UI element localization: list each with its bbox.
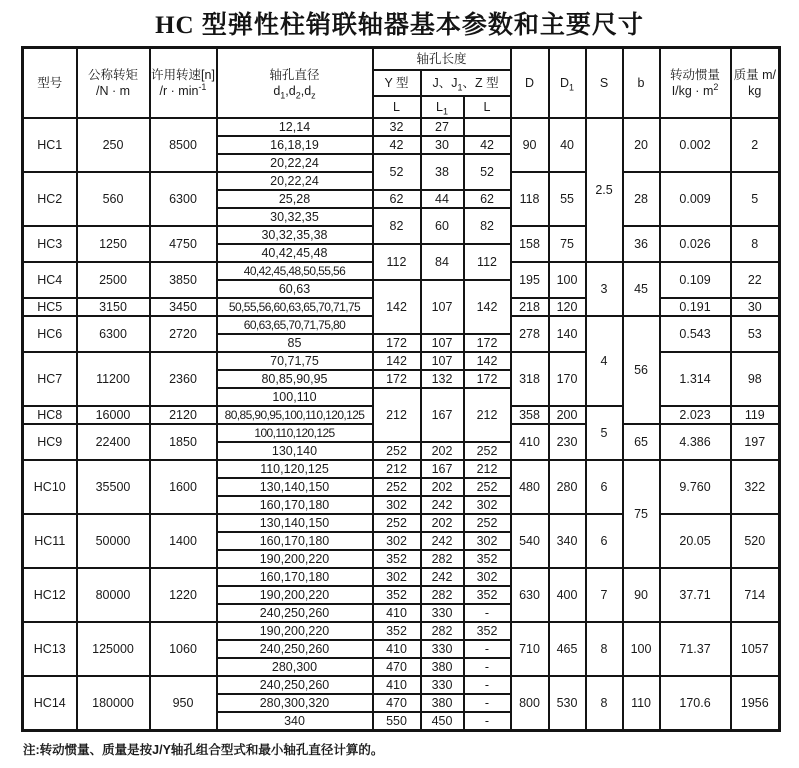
table-row bbox=[23, 514, 780, 532]
table-row bbox=[23, 352, 780, 370]
table-cell: 28 bbox=[623, 172, 660, 226]
table-cell: 6 bbox=[586, 460, 623, 514]
table-cell: 25,28 bbox=[217, 190, 373, 208]
table-cell: 550 bbox=[373, 712, 421, 731]
table-cell: 410 bbox=[373, 676, 421, 694]
table-cell: HC10 bbox=[23, 460, 77, 514]
table-cell: 212 bbox=[464, 460, 511, 478]
table-cell: 3 bbox=[586, 262, 623, 316]
table-cell: 330 bbox=[421, 676, 464, 694]
table-cell: 85 bbox=[217, 334, 373, 352]
table-cell: 62 bbox=[373, 190, 421, 208]
table-cell: 60 bbox=[421, 208, 464, 244]
table-cell: 1250 bbox=[77, 226, 150, 262]
table-cell: 52 bbox=[464, 154, 511, 190]
table-cell: 358 bbox=[511, 406, 549, 424]
table-cell: 60,63,65,70,71,75,80 bbox=[217, 316, 373, 334]
table-cell: 1600 bbox=[150, 460, 217, 514]
col-header-bore-length-group: 轴孔长度 bbox=[373, 48, 511, 71]
table-cell: 107 bbox=[421, 352, 464, 370]
table-cell: 160,170,180 bbox=[217, 568, 373, 586]
table-cell: 280,300 bbox=[217, 658, 373, 676]
table-cell: 252 bbox=[464, 442, 511, 460]
table-cell: 3850 bbox=[150, 262, 217, 298]
table-cell: 172 bbox=[373, 334, 421, 352]
table-cell: 540 bbox=[511, 514, 549, 568]
table-cell: 200 bbox=[549, 406, 586, 424]
table-cell: 530 bbox=[549, 676, 586, 731]
table-cell: 230 bbox=[549, 424, 586, 460]
table-cell: 400 bbox=[549, 568, 586, 622]
table-cell: 252 bbox=[464, 514, 511, 532]
table-cell: 302 bbox=[373, 496, 421, 514]
table-cell: 252 bbox=[373, 478, 421, 496]
table-cell: - bbox=[464, 658, 511, 676]
table-cell: 202 bbox=[421, 478, 464, 496]
table-cell: 65 bbox=[623, 424, 660, 460]
table-cell: HC14 bbox=[23, 676, 77, 731]
table-cell: 2 bbox=[731, 118, 780, 172]
table-cell: 132 bbox=[421, 370, 464, 388]
table-cell: 125000 bbox=[77, 622, 150, 676]
table-cell: 7 bbox=[586, 568, 623, 622]
table-cell: 242 bbox=[421, 568, 464, 586]
table-cell: 470 bbox=[373, 694, 421, 712]
table-cell: 82 bbox=[373, 208, 421, 244]
col-header-inertia: 转动惯量 $I/kg \cdot m^2$ bbox=[660, 48, 731, 119]
table-cell: 190,200,220 bbox=[217, 550, 373, 568]
col-header-speed: 许用转速[n] $/r \cdot \min^{-1}$ bbox=[150, 48, 217, 119]
table-cell: HC1 bbox=[23, 118, 77, 172]
table-cell: 110 bbox=[623, 676, 660, 731]
table-cell: 202 bbox=[421, 442, 464, 460]
table-cell: 170.6 bbox=[660, 676, 731, 731]
table-cell: 352 bbox=[464, 622, 511, 640]
table-row bbox=[23, 676, 780, 694]
table-cell: 340 bbox=[549, 514, 586, 568]
table-cell: 82 bbox=[464, 208, 511, 244]
table-cell: 2.5 bbox=[586, 118, 623, 262]
table-cell: 120 bbox=[549, 298, 586, 316]
table-cell: 11200 bbox=[77, 352, 150, 406]
table-cell: 16,18,19 bbox=[217, 136, 373, 154]
table-cell: 112 bbox=[464, 244, 511, 280]
table-cell: 465 bbox=[549, 622, 586, 676]
table-cell: 119 bbox=[731, 406, 780, 424]
table-cell: 71.37 bbox=[660, 622, 731, 676]
table-cell: 1956 bbox=[731, 676, 780, 731]
table-cell: HC3 bbox=[23, 226, 77, 262]
col-header-jz-type: J、$J_1$、Z 型 bbox=[421, 70, 511, 96]
table-cell: 142 bbox=[373, 280, 421, 334]
table-cell: 5 bbox=[586, 406, 623, 460]
table-cell: 950 bbox=[150, 676, 217, 731]
table-cell: 80,85,90,95 bbox=[217, 370, 373, 388]
table-cell: 278 bbox=[511, 316, 549, 352]
table-cell: 6300 bbox=[77, 316, 150, 352]
table-cell: 302 bbox=[464, 496, 511, 514]
table-cell: 352 bbox=[373, 622, 421, 640]
table-row bbox=[23, 460, 780, 478]
table-cell: 56 bbox=[623, 316, 660, 424]
table-cell: 252 bbox=[373, 442, 421, 460]
table-cell: 172 bbox=[464, 370, 511, 388]
table-cell: 38 bbox=[421, 154, 464, 190]
table-cell: 1400 bbox=[150, 514, 217, 568]
table-cell: 190,200,220 bbox=[217, 586, 373, 604]
table-cell: 130,140,150 bbox=[217, 478, 373, 496]
coupling-spec-table bbox=[21, 46, 781, 732]
table-cell: 202 bbox=[421, 514, 464, 532]
table-cell: 190,200,220 bbox=[217, 622, 373, 640]
table-cell: 75 bbox=[623, 460, 660, 568]
diameter-symbols: $d_1,d_2,d_z$ bbox=[273, 84, 316, 101]
table-cell: 142 bbox=[464, 280, 511, 334]
table-cell: 160,170,180 bbox=[217, 496, 373, 514]
table-cell: 800 bbox=[511, 676, 549, 731]
table-cell: HC4 bbox=[23, 262, 77, 298]
table-cell: 3150 bbox=[77, 298, 150, 316]
table-row bbox=[23, 568, 780, 586]
table-cell: 252 bbox=[464, 478, 511, 496]
table-cell: 40 bbox=[549, 118, 586, 172]
table-cell: 9.760 bbox=[660, 460, 731, 514]
table-cell: 12,14 bbox=[217, 118, 373, 136]
table-cell: 282 bbox=[421, 622, 464, 640]
table-cell: 410 bbox=[511, 424, 549, 460]
table-cell: 242 bbox=[421, 532, 464, 550]
table-cell: 4 bbox=[586, 316, 623, 406]
table-cell: 107 bbox=[421, 334, 464, 352]
page-title: HC 型弹性柱销联轴器基本参数和主要尺寸 bbox=[155, 12, 644, 39]
table-cell: 302 bbox=[464, 568, 511, 586]
table-cell: 340 bbox=[217, 712, 373, 731]
table-cell: 330 bbox=[421, 640, 464, 658]
table-cell: 282 bbox=[421, 550, 464, 568]
table-cell: 172 bbox=[464, 334, 511, 352]
table-cell: 282 bbox=[421, 586, 464, 604]
table-row bbox=[23, 622, 780, 640]
table-cell: 1850 bbox=[150, 424, 217, 460]
col-header-bore-diameter: 轴孔直径 $d_1,d_2,d_z$ bbox=[217, 48, 373, 119]
table-cell: 110,120,125 bbox=[217, 460, 373, 478]
table-body bbox=[23, 118, 780, 731]
table-cell: 302 bbox=[373, 532, 421, 550]
table-cell: 218 bbox=[511, 298, 549, 316]
col-header-mass: 质量 m/ kg bbox=[731, 48, 780, 119]
table-cell: 8500 bbox=[150, 118, 217, 172]
table-cell: 4.386 bbox=[660, 424, 731, 460]
table-cell: 242 bbox=[421, 496, 464, 514]
table-cell: 170 bbox=[549, 352, 586, 406]
table-cell: 352 bbox=[373, 550, 421, 568]
table-cell: 240,250,260 bbox=[217, 604, 373, 622]
table-cell: HC11 bbox=[23, 514, 77, 568]
table-cell: 30,32,35 bbox=[217, 208, 373, 226]
table-cell: 80,85,90,95,100,110,120,125 bbox=[217, 406, 373, 424]
table-cell: 6300 bbox=[150, 172, 217, 226]
table-cell: 40,42,45,48 bbox=[217, 244, 373, 262]
table-cell: 40,42,45,48,50,55,56 bbox=[217, 262, 373, 280]
table-cell: 8 bbox=[586, 622, 623, 676]
table-cell: 62 bbox=[464, 190, 511, 208]
table-cell: 20,22,24 bbox=[217, 154, 373, 172]
table-cell: 212 bbox=[373, 388, 421, 442]
col-header-b: b bbox=[623, 48, 660, 119]
table-cell: HC7 bbox=[23, 352, 77, 406]
table-cell: 280 bbox=[549, 460, 586, 514]
table-cell: 8 bbox=[731, 226, 780, 262]
table-cell: - bbox=[464, 640, 511, 658]
table-cell: 630 bbox=[511, 568, 549, 622]
table-cell: 90 bbox=[511, 118, 549, 172]
table-cell: 3450 bbox=[150, 298, 217, 316]
table-cell: 0.109 bbox=[660, 262, 731, 298]
table-cell: 480 bbox=[511, 460, 549, 514]
table-cell: 30 bbox=[731, 298, 780, 316]
table-cell: 35500 bbox=[77, 460, 150, 514]
table-cell: 30 bbox=[421, 136, 464, 154]
table-cell: 195 bbox=[511, 262, 549, 298]
table-cell: 410 bbox=[373, 640, 421, 658]
table-cell: 130,140,150 bbox=[217, 514, 373, 532]
table-cell: 160,170,180 bbox=[217, 532, 373, 550]
table-cell: 20 bbox=[623, 118, 660, 172]
table-cell: 70,71,75 bbox=[217, 352, 373, 370]
table-cell: 180000 bbox=[77, 676, 150, 731]
table-cell: 1220 bbox=[150, 568, 217, 622]
table-cell: 2120 bbox=[150, 406, 217, 424]
table-cell: 1.314 bbox=[660, 352, 731, 406]
table-cell: 322 bbox=[731, 460, 780, 514]
table-cell: 80000 bbox=[77, 568, 150, 622]
table-cell: 0.191 bbox=[660, 298, 731, 316]
table-cell: 470 bbox=[373, 658, 421, 676]
table-cell: 52 bbox=[373, 154, 421, 190]
table-cell: 158 bbox=[511, 226, 549, 262]
table-cell: 22 bbox=[731, 262, 780, 298]
table-cell: 0.543 bbox=[660, 316, 731, 352]
table-cell: 16000 bbox=[77, 406, 150, 424]
table-cell: 450 bbox=[421, 712, 464, 731]
table-cell: 380 bbox=[421, 694, 464, 712]
table-cell: 1060 bbox=[150, 622, 217, 676]
table-cell: 1057 bbox=[731, 622, 780, 676]
footnote: 注:转动惯量、质量是按J/Y轴孔组合型式和最小轴孔直径计算的。 bbox=[23, 743, 384, 757]
table-cell: - bbox=[464, 694, 511, 712]
table-cell: 100,110,120,125 bbox=[217, 424, 373, 442]
table-cell: 53 bbox=[731, 316, 780, 352]
col-header-D: D bbox=[511, 48, 549, 119]
table-cell: HC12 bbox=[23, 568, 77, 622]
table-cell: 240,250,260 bbox=[217, 676, 373, 694]
table-cell: 60,63 bbox=[217, 280, 373, 298]
table-cell: 212 bbox=[464, 388, 511, 442]
table-cell: 32 bbox=[373, 118, 421, 136]
table-cell: 252 bbox=[373, 514, 421, 532]
table-cell: 50000 bbox=[77, 514, 150, 568]
table-cell: - bbox=[464, 604, 511, 622]
table-cell: 100 bbox=[623, 622, 660, 676]
col-header-model: 型号 bbox=[23, 48, 77, 119]
table-cell: 0.026 bbox=[660, 226, 731, 262]
table-cell: 5 bbox=[731, 172, 780, 226]
table-cell: 42 bbox=[373, 136, 421, 154]
table-cell: 2.023 bbox=[660, 406, 731, 424]
table-cell: 2720 bbox=[150, 316, 217, 352]
table-cell bbox=[464, 118, 511, 136]
table-cell: 45 bbox=[623, 262, 660, 316]
table-cell: 50,55,56,60,63,65,70,71,75 bbox=[217, 298, 373, 316]
col-header-L-y: L bbox=[373, 96, 421, 118]
col-header-L1: $L_1$ bbox=[421, 96, 464, 118]
table-cell: 130,140 bbox=[217, 442, 373, 460]
header-row-1 bbox=[23, 48, 780, 71]
table-cell: HC13 bbox=[23, 622, 77, 676]
table-cell: 4750 bbox=[150, 226, 217, 262]
table-cell: 352 bbox=[464, 550, 511, 568]
table-cell: 167 bbox=[421, 460, 464, 478]
table-cell: HC9 bbox=[23, 424, 77, 460]
table-cell: 302 bbox=[464, 532, 511, 550]
table-cell: 84 bbox=[421, 244, 464, 280]
table-cell: 20.05 bbox=[660, 514, 731, 568]
table-cell: 167 bbox=[421, 388, 464, 442]
table-header bbox=[23, 48, 780, 119]
table-cell: 142 bbox=[373, 352, 421, 370]
table-cell: 410 bbox=[373, 604, 421, 622]
table-cell: 714 bbox=[731, 568, 780, 622]
table-cell: HC2 bbox=[23, 172, 77, 226]
table-cell: - bbox=[464, 712, 511, 731]
col-header-D1: $D_1$ bbox=[549, 48, 586, 119]
table-cell: 36 bbox=[623, 226, 660, 262]
table-cell: 100 bbox=[549, 262, 586, 298]
table-cell: 197 bbox=[731, 424, 780, 460]
table-cell: 280,300,320 bbox=[217, 694, 373, 712]
table-cell: 107 bbox=[421, 280, 464, 334]
table-cell: 142 bbox=[464, 352, 511, 370]
table-cell: 20,22,24 bbox=[217, 172, 373, 190]
table-cell: 112 bbox=[373, 244, 421, 280]
table-cell: 318 bbox=[511, 352, 549, 406]
table-cell: 172 bbox=[373, 370, 421, 388]
table-cell: 212 bbox=[373, 460, 421, 478]
col-header-L-z: L bbox=[464, 96, 511, 118]
table-cell: 0.009 bbox=[660, 172, 731, 226]
table-cell: 44 bbox=[421, 190, 464, 208]
table-cell: 100,110 bbox=[217, 388, 373, 406]
table-cell: 2360 bbox=[150, 352, 217, 406]
table-cell: 380 bbox=[421, 658, 464, 676]
table-cell: 55 bbox=[549, 172, 586, 226]
table-cell: - bbox=[464, 676, 511, 694]
col-header-S: S bbox=[586, 48, 623, 119]
table-cell: 330 bbox=[421, 604, 464, 622]
table-cell: 118 bbox=[511, 172, 549, 226]
table-cell: 240,250,260 bbox=[217, 640, 373, 658]
table-cell: 250 bbox=[77, 118, 150, 172]
table-cell: HC6 bbox=[23, 316, 77, 352]
table-cell: 352 bbox=[464, 586, 511, 604]
col-header-y-type: Y 型 bbox=[373, 70, 421, 96]
table-cell: HC8 bbox=[23, 406, 77, 424]
col-header-torque: 公称转矩 /N · m bbox=[77, 48, 150, 119]
table-cell: 352 bbox=[373, 586, 421, 604]
table-cell: 27 bbox=[421, 118, 464, 136]
table-cell: 302 bbox=[373, 568, 421, 586]
table-cell: 140 bbox=[549, 316, 586, 352]
table-cell: 2500 bbox=[77, 262, 150, 298]
table-cell: 42 bbox=[464, 136, 511, 154]
table-cell: 30,32,35,38 bbox=[217, 226, 373, 244]
table-cell: 710 bbox=[511, 622, 549, 676]
table-cell: 98 bbox=[731, 352, 780, 406]
table-cell: 520 bbox=[731, 514, 780, 568]
table-cell: 6 bbox=[586, 514, 623, 568]
table-cell: 90 bbox=[623, 568, 660, 622]
table-cell: 37.71 bbox=[660, 568, 731, 622]
table-cell: 22400 bbox=[77, 424, 150, 460]
table-row bbox=[23, 118, 780, 136]
table-cell: 560 bbox=[77, 172, 150, 226]
table-cell: 8 bbox=[586, 676, 623, 731]
table-cell: HC5 bbox=[23, 298, 77, 316]
table-cell: 0.002 bbox=[660, 118, 731, 172]
table-cell: 75 bbox=[549, 226, 586, 262]
